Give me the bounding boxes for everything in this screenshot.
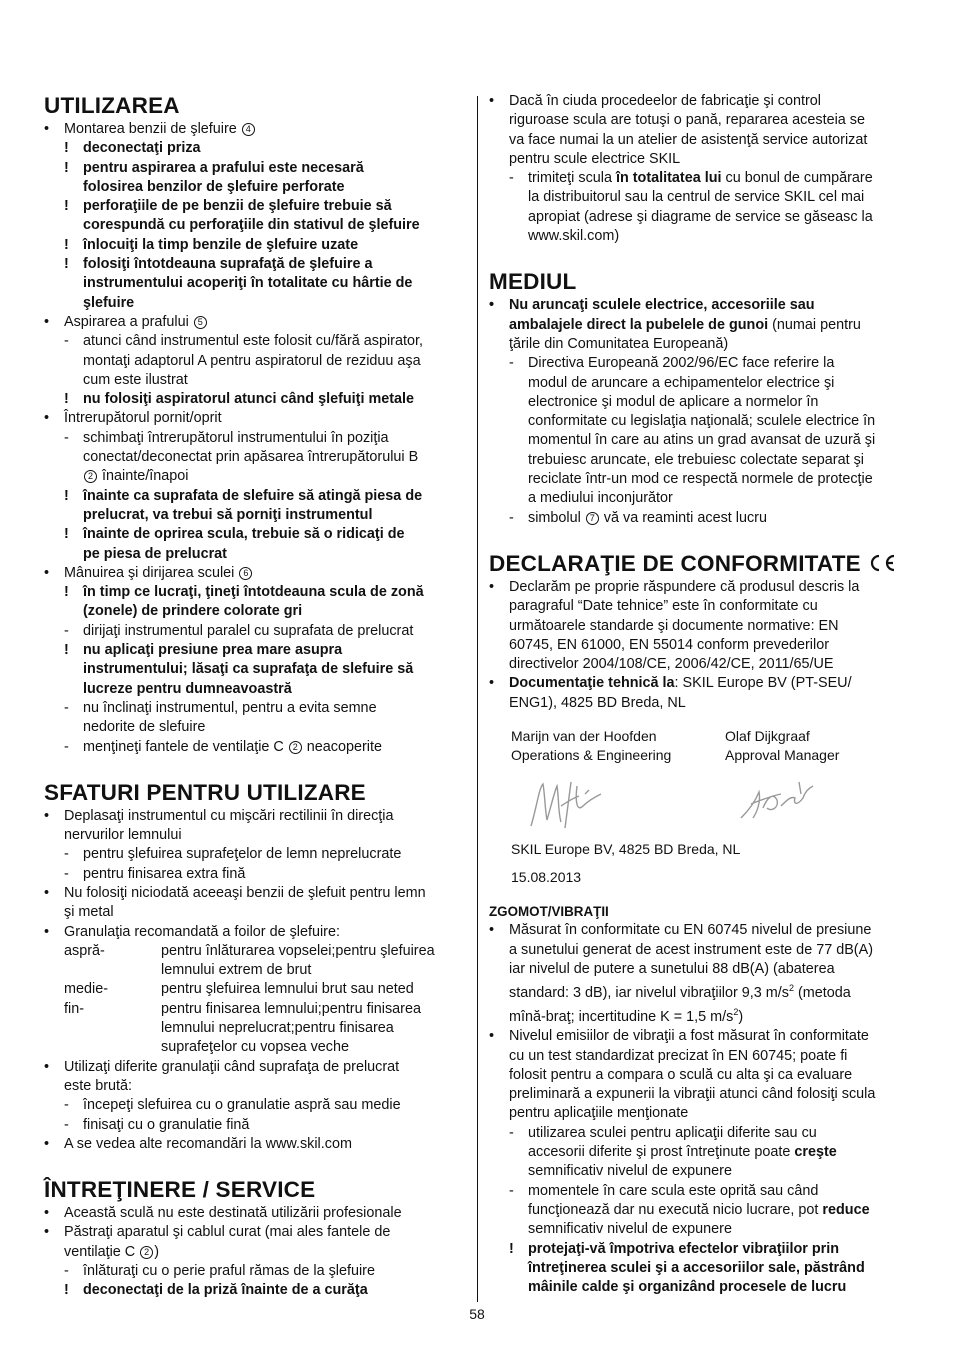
ref-number: 2 [84,470,97,483]
bullet-cont: iar nivelul de putere a sunetului 88 dB(A) (abaterea [509,960,835,977]
bullet-cont: ENG1), 4825 BD Breda, NL [509,694,686,711]
grit-label: aspră- [64,942,105,959]
dash-line: - pentru finisarea extra fină [44,865,466,884]
bullet-cont: directivelor 2004/108/CE, 2006/42/CE, 2011/65/UE [509,656,834,673]
dash-line: - nu înclinaţi instrumentul, pentru a evita semne [44,699,466,718]
dash-line: - înlăturaţi cu o perie praful rămas de la şlefuire [44,1262,466,1281]
dash-line: - utilizarea sculei pentru aplicaţii diferite sau cu [489,1124,911,1143]
grit-desc: lemnului extrem de brut [161,962,312,979]
warning-line-cont: instrumentului acoperiţi în totalitate cu hârtie de [83,275,413,292]
dash-line-cont: 2 înainte/înapoi [44,467,466,486]
grit-desc: pentru şlefuirea lemnului brut sau neted [161,981,414,998]
warning-line-cont: folosirea benzilor de şlefuire perforate [83,178,345,195]
signatories [489,727,911,766]
bullet-deplasati: • Deplasaţi instrumentul cu mişcări rectilinii în direcţia [44,807,466,826]
warning-line: ! nu folosiţi aspiratorul atunci când şlefuiţi metale [44,390,466,409]
dash-line-cont: funcţionează dar nu execută nicio lucrare, pot reduce [528,1201,870,1218]
warning-line: ! înainte de oprirea scula, trebuie să o ridicaţi de [44,525,466,544]
dash-line-cont: www.skil.com) [528,228,620,245]
bullet-cont: paragraful “Date tehnice” este în conformitate cu [509,598,818,615]
ref-number: 2 [140,1246,153,1259]
warning-line-cont: prelucrat, va trebui să porniţi instrumentul [83,506,373,523]
warning-line: ! protejaţi-vă împotriva efectelor vibraţiilor prin [489,1240,911,1259]
bullet-profesionale: • Această sculă nu este destinată utilizării profesionale [44,1204,466,1223]
dash-line-cont: accesorii diferite şi prost întreţinute poate creşte [528,1144,837,1161]
column-divider [477,96,478,1302]
warning-line-cont: corespundă cu perforaţiile din stativul de şlefuire [83,217,420,234]
dash-line: - schimbaţi întrerupătorul instrumentului în poziţia [44,429,466,448]
bullet-nivelul: • Nivelul emisiilor de vibraţii a fost măsurat în conformitate [489,1027,911,1046]
warning-line: ! folosiţi întotdeauna suprafaţă de şlefuire a [44,255,466,274]
warning-line: ! deconectaţi de la priză înainte de a curăţa [44,1281,466,1300]
bullet-cont: standard: 3 dB), iar nivelul vibraţiilor 9,3 $m/s^2$ (metoda [509,983,851,1001]
dash-line-cont: la distribuitorul sau la centrul de service SKIL cel mai [528,189,865,206]
dash-line-cont: modul de aruncare a echipamentelor electrice şi [528,374,835,391]
bullet-cont: riguroase scula are totuşi o pană, repararea acesteia se [509,112,865,129]
dash-line-cont: cum este ilustrat [83,371,188,388]
dash-line-cont: nedorite de slefuire [83,719,206,736]
bullet-nu-folositi: • Nu folosiţi niciodată aceeaşi benzii de şlefuit pentru lemn [44,884,466,903]
dash-line-cont: apropiat (adrese şi diagrame de service se găseasc la [528,208,873,225]
bullet-cont: pentru scule electrice SKIL [509,150,681,167]
bullet-cont: a sunetului generat de acest instrument este de 77 dB(A) [509,941,873,958]
bullet-cont: folosit pentru a compara o sculă cu alta şi ca evaluare [509,1066,853,1083]
section-title-utilizarea: UTILIZAREA [44,93,180,118]
right-column [489,92,911,1297]
warning-line: ! deconectaţi priza [44,139,466,158]
dash-line-cont: semnificativ nivelul de expunere [528,1221,732,1238]
ce-mark-icon [867,553,897,573]
grit-label: medie- [64,981,108,998]
dash-line: - finisaţi cu o granulatie fină [44,1116,466,1135]
signatory-name: Olaf Dijkgraaf [725,728,810,745]
dash-line-cont: trebuiesc aruncate, ele trebuiesc colectate separat şi [528,451,864,468]
dash-line-cont: conformitate cu legislaţia naţională; sculele electrice în [528,413,876,430]
bullet-aspirarea: • Aspirarea a prafului 5 [44,313,466,332]
dash-line: - pentru şlefuirea suprafeţelor de lemn neprelucrate [44,845,466,864]
signatory-title: Operations & Engineering [511,747,672,764]
dash-line: - dirijaţi instrumentul paralel cu suprafata de prelucrat [44,622,466,641]
bullet-daca: • Dacă în ciuda procedeelor de fabricaţie şi control [489,92,911,111]
dash-line-cont: electronice şi modul de aplicare a normelor în [528,393,819,410]
bullet-pastrati: • Păstraţi aparatul şi cablul curat (mai ales fantele de [44,1223,466,1242]
left-column [44,92,466,1301]
bullet-cont: va face numai la un atelier de asistenţă service autorizat [509,131,868,148]
ref-number: 5 [194,316,207,329]
dash-line: - Directiva Europeană 2002/96/EC face referire la [489,354,911,373]
warning-line-cont: instrumentului; lăsaţi ca suprafaţa de slefuire să [83,661,414,678]
ref-number: 2 [289,741,302,754]
bullet-utilizati: • Utilizaţi diferite granulaţii când suprafaţa de prelucrat [44,1058,466,1077]
grit-desc: suprafeţelor cu vopsea veche [161,1039,349,1056]
dash-line-cont: montaţi adaptorul A pentru aspiratorul de reziduu aşa [83,352,421,369]
dash-line-cont: reciclate într-un mod ce respectă normele de protecţie [528,471,873,488]
signature-2 [737,778,817,828]
section-title-sfaturi: SFATURI PENTRU UTILIZARE [44,779,366,805]
dash-line: - începeţi slefuirea cu o granulatie aspră sau medie [44,1096,466,1115]
section-title-declaratie: DECLARAŢIE DE CONFORMITATE [489,550,911,578]
grit-table [44,942,466,1058]
dash-line: - simbolul 7 vă va reaminti acest lucru [489,509,911,528]
ref-number: 7 [586,512,599,525]
dash-line-cont: a mediului inconjurător [528,490,673,507]
bullet-cont: şi metal [64,904,114,921]
bullet-declaram: • Declarăm pe proprie răspundere că produsul descris la [489,578,911,597]
bullet-cont: cu un test standardizat precizat în EN 60745; poate fi [509,1047,848,1064]
warning-line-cont: pe piesa de prelucrat [83,545,227,562]
bullet-granulatia: • Granulaţia recomandată a foilor de şlefuire: [44,923,466,942]
signatures [489,766,911,840]
dash-line: - atunci când instrumentul este folosit cu/fără aspirator, [44,332,466,351]
bullet-cont: ventilaţie C 2 ) [64,1243,159,1260]
dash-line-cont: momentul în care au atins un grad avansat de uzură şi [528,432,876,449]
warning-line-cont: întreţinerea sculei şi a accesoriilor sale, păstrând [528,1259,865,1276]
bullet-cont: este brută: [64,1077,132,1094]
grit-label: fin- [64,1000,84,1017]
dash-line-cont: conectat/deconectat prin apăsarea întrerupătorului B [83,449,419,466]
dash-line-cont: semnificativ nivelul de expunere [528,1163,732,1180]
warning-line-cont: (zonele) de prindere colorate gri [83,603,303,620]
dash-line: - menţineţi fantele de ventilaţie C 2 neacoperite [44,738,466,757]
bullet-cont: 60745, EN 61000, EN 55014 conform prevederilor [509,636,829,653]
section-title-zgomot: ZGOMOT/VIBRAŢII [489,904,609,920]
declaration-date: 15.08.2013 [511,868,582,885]
warning-line: ! în timp ce lucraţi, ţineţi întotdeauna scula de zonă [44,583,466,602]
signature-1 [527,776,607,834]
dash-line: - momentele în care scula este oprită sau când [489,1182,911,1201]
bullet-cont: nervurilor lemnului [64,827,182,844]
warning-line: ! înainte ca suprafata de slefuire să atingă piesa de [44,487,466,506]
bullet-cont: următoarele standarde şi documente normative: EN [509,617,839,634]
warning-line: ! nu aplicaţi presiune prea mare asupra [44,641,466,660]
ref-number: 6 [239,567,252,580]
grit-desc: pentru înlăturarea vopselei;pentru şlefuirea [161,942,435,959]
grit-desc: lemnului neprelucrat;pentru finisarea [161,1020,394,1037]
warning-line: ! pentru aspirarea a prafului este necesară [44,159,466,178]
section-title-mediul: MEDIUL [489,269,577,295]
signatory-title: Approval Manager [725,747,840,764]
bullet-cont: ambalajele direct la pubelele de gunoi (numai pentru [509,316,861,333]
warning-line-cont: şlefuire [83,294,135,311]
company-address: SKIL Europe BV, 4825 BD Breda, NL [511,840,741,857]
bullet-cont: preliminară a expunerii la vibraţii atunci când folosiţi scula [509,1086,876,1103]
grit-desc: pentru finisarea lemnului;pentru finisarea [161,1000,421,1017]
warning-line: ! perforaţiile de pe benzii de şlefuire trebuie să [44,197,466,216]
bullet-cont: mînă-braţ; incertitudine K = 1,5 $m/s^2$) [509,1007,744,1025]
dash-line: - trimiteţi scula în totalitatea lui cu bonul de cumpărare [489,169,911,188]
bullet-recomandari: • A se vedea alte recomandări la www.skil.com [44,1135,466,1154]
warning-line-cont: lucreze pentru dumneavoastră [83,680,292,697]
section-title-intretinere: ÎNTREŢINERE / SERVICE [44,1177,316,1203]
bullet-montarea: • Montarea benzii de şlefuire 4 [44,120,466,139]
bullet-nu-aruncati: • Nu aruncaţi sculele electrice, accesoriile sau [489,296,911,315]
bullet-manuirea: • Mânuirea şi dirijarea sculei 6 [44,564,466,583]
signatory-name: Marijn van der Hoofden [511,728,657,745]
bullet-cont: ţările din Comunitatea Europeană) [509,335,729,352]
bullet-documentatie: • Documentaţie tehnică la: SKIL Europe BV (PT-SEU/ [489,674,911,693]
ref-number: 4 [242,123,255,136]
bullet-cont: pentru aplicaţiile menţionate [509,1105,689,1122]
page-number: 58 [469,1306,485,1322]
warning-line-cont: mâinile calde şi organizând procesele de lucru [528,1279,847,1296]
warning-line: ! înlocuiţi la timp benzile de şlefuire uzate [44,236,466,255]
bullet-masurat: • Măsurat în conformitate cu EN 60745 nivelul de presiune [489,921,911,940]
bullet-intrerupator: • Întrerupătorul pornit/oprit [44,409,466,428]
